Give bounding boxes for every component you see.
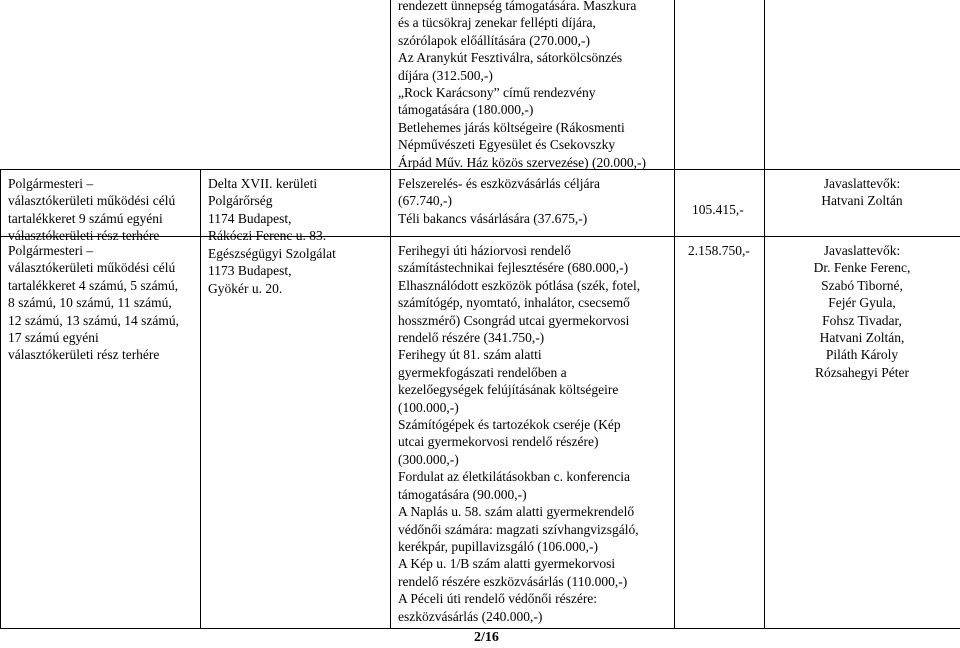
- text-line: választókerületi működési célú: [8, 193, 176, 209]
- text-line: Hatvani Zoltán: [821, 193, 903, 209]
- text-line: választókerületi rész terhére: [8, 347, 160, 363]
- text-line: 1174 Budapest,: [208, 210, 292, 226]
- row2-amount: 2.158.750,-: [688, 243, 750, 258]
- previous-row-purpose: [398, 0, 646, 171]
- text-line: 17 számú egyéni: [8, 330, 99, 346]
- text-line: kerékpár, pupillavizsgáló (106.000,-): [398, 538, 599, 554]
- text-line: hosszmérő) Csongrád utcai gyermekorvosi: [398, 312, 630, 328]
- text-line: számítógép, nyomtató, inhalátor, csecsemő: [398, 295, 630, 311]
- text-line: választókerületi működési célú: [8, 260, 176, 276]
- text-line: A Péceli úti rendelő védőnői részére:: [398, 591, 598, 607]
- text-line: választókerületi rész terhére: [8, 228, 160, 244]
- text-line: Polgármesteri –: [8, 243, 94, 258]
- column-divider-1: [200, 169, 201, 628]
- text-line: rendezett ünnepség támogatására. Maszkura: [398, 0, 637, 13]
- text-line: (100.000,-): [398, 399, 459, 415]
- text-line: Piláth Károly: [825, 347, 899, 363]
- text-line: szórólapok előállítására (270.000,-): [398, 32, 590, 48]
- text-line: Polgárőrség: [208, 193, 273, 209]
- text-line: Az Aranykút Fesztiválra, sátorkölcsönzés: [398, 50, 623, 66]
- text-line: Javaslattevők:: [823, 176, 901, 191]
- row1-source: [8, 175, 175, 245]
- text-line: Dr. Fenke Ferenc,: [813, 260, 911, 276]
- text-line: Népművészeti Egyesület és Csekovszky: [398, 137, 616, 153]
- text-line: Téli bakancs vásárlására (37.675,-): [398, 210, 588, 226]
- text-line: Szabó Tiborné,: [821, 277, 903, 293]
- text-line: támogatására (180.000,-): [398, 102, 534, 118]
- text-line: Betlehemes járás költségeire (Rákosmenti: [398, 119, 625, 135]
- text-line: tartalékkeret 4 számú, 5 számú,: [8, 277, 179, 293]
- text-line: 1173 Budapest,: [208, 263, 292, 279]
- text-line: kezelőegységek felújításának költségeire: [398, 382, 619, 398]
- text-line: díjára (312.500,-): [398, 67, 493, 83]
- text-line: (300.000,-): [398, 451, 459, 467]
- text-line: gyermekfogászati rendelőben a: [398, 364, 567, 380]
- text-line: utcai gyermekorvosi rendelő részére): [398, 434, 599, 450]
- text-line: „Rock Karácsony” című rendezvény: [398, 85, 596, 101]
- text-line: Ferihegy út 81. szám alatti: [398, 347, 542, 363]
- row2-source: [8, 242, 179, 364]
- text-line: A Kép u. 1/B szám alatti gyermekorvosi: [398, 556, 616, 572]
- text-line: Számítógépek és tartozékok cseréje (Kép: [398, 417, 621, 433]
- text-line: Árpád Műv. Ház közös szervezése) (20.000,-): [398, 154, 647, 170]
- text-line: védőnői számára: magzati szívhangvizsgáló,: [398, 521, 639, 537]
- row2-beneficiary: [208, 245, 336, 297]
- row1-purpose: [398, 175, 600, 227]
- text-line: Fohsz Tivadar,: [822, 312, 902, 328]
- text-line: Gyökér u. 20.: [208, 280, 283, 296]
- text-line: számítástechnikai fejlesztésére (680.000,-): [398, 260, 629, 276]
- text-line: rendelő részére (341.750,-): [398, 330, 545, 346]
- row1-proposer: [764, 175, 960, 210]
- text-line: Rózsahegyi Péter: [814, 364, 910, 380]
- table-border-left: [0, 169, 1, 628]
- text-line: Delta XVII. kerületi: [208, 176, 318, 191]
- text-line: Hatvani Zoltán,: [819, 330, 905, 346]
- text-line: tartalékkeret 9 számú egyéni: [8, 210, 163, 226]
- text-line: (67.740,-): [398, 193, 452, 209]
- text-line: Polgármesteri –: [8, 176, 94, 191]
- text-line: Ferihegyi úti háziorvosi rendelő: [398, 243, 571, 258]
- row1-beneficiary: [208, 175, 326, 245]
- text-line: Egészségügyi Szolgálat: [208, 246, 336, 261]
- text-line: 8 számú, 10 számú, 11 számú,: [8, 295, 172, 311]
- text-line: eszközvásárlás (240.000,-): [398, 608, 543, 624]
- text-line: Fordulat az életkilátásokban c. konferencia: [398, 469, 631, 485]
- text-line: Javaslattevők:: [823, 243, 901, 258]
- row2-proposer: [764, 242, 960, 381]
- column-divider-3: [674, 0, 675, 628]
- page-number: 2/16: [474, 630, 499, 645]
- row2-purpose: [398, 242, 640, 625]
- text-line: támogatására (90.000,-): [398, 486, 527, 502]
- text-line: 12 számú, 13 számú, 14 számú,: [8, 312, 179, 328]
- text-line: A Naplás u. 58. szám alatti gyermekrendelő: [398, 504, 635, 520]
- text-line: Rákóczi Ferenc u. 83.: [208, 228, 327, 244]
- column-divider-2: [390, 0, 391, 628]
- text-line: és a tücsökraj zenekar fellépti díjára,: [398, 15, 596, 31]
- text-line: Felszerelés- és eszközvásárlás céljára: [398, 176, 601, 191]
- row1-amount: 105.415,-: [692, 202, 744, 217]
- text-line: Fejér Gyula,: [828, 295, 896, 311]
- text-line: rendelő részére eszközvásárlás (110.000,-): [398, 573, 628, 589]
- text-line: Elhasználódott eszközök pótlása (szék, fotel,: [398, 277, 641, 293]
